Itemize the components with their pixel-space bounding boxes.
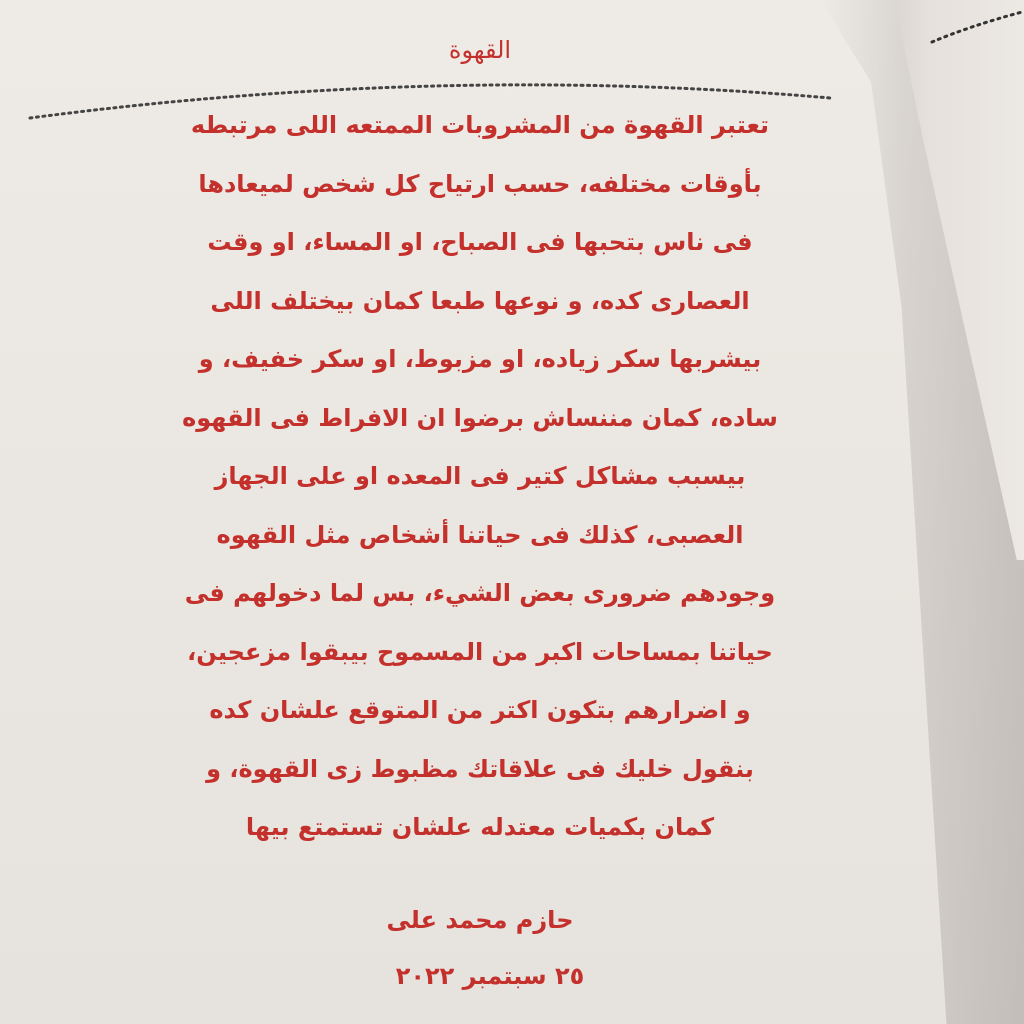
text-line: بأوقات مختلفه، حسب ارتياح كل شخص لميعادها — [198, 169, 762, 198]
body-text — [150, 96, 810, 857]
curl-dotted-line — [930, 10, 1024, 44]
text-line: و اضرارهم بتكون اكتر من المتوقع علشان كده — [209, 696, 751, 724]
text-line: وجودهم ضرورى بعض الشيء، بس لما دخولهم فى — [184, 579, 776, 607]
page-title: القهوة — [448, 36, 512, 64]
text-line: العصارى كده، و نوعها طبعا كمان بيختلف اللى — [210, 286, 750, 315]
text-line: حياتنا بمساحات اكبر من المسموح بيبقوا مزعجين، — [187, 637, 773, 666]
text-line: العصبى، كذلك فى حياتنا أشخاص مثل القهوه — [216, 520, 744, 549]
date-line: ٢٥ سبتمبر ٢٠٢٢ — [395, 962, 585, 990]
text-line: ساده، كمان مننساش برضوا ان الافراط فى القهوه — [182, 403, 778, 432]
text-line: فى ناس بتحبها فى الصباح، او المساء، او وقت — [207, 228, 753, 256]
text-line: كمان بكميات معتدله علشان تستمتع بيها — [245, 813, 715, 841]
text-line: بيسبب مشاكل كتير فى المعده او على الجهاز — [214, 462, 746, 490]
text-line: تعتبر القهوة من المشروبات الممتعه اللى مرتبطه — [190, 111, 770, 139]
author-signature: حازم محمد على — [386, 906, 574, 934]
text-line: بيشربها سكر زياده، او مزبوط، او سكر خفيف، و — [198, 345, 762, 373]
text-line: بنقول خليك فى علاقاتك مظبوط زى القهوة، و — [206, 754, 754, 783]
